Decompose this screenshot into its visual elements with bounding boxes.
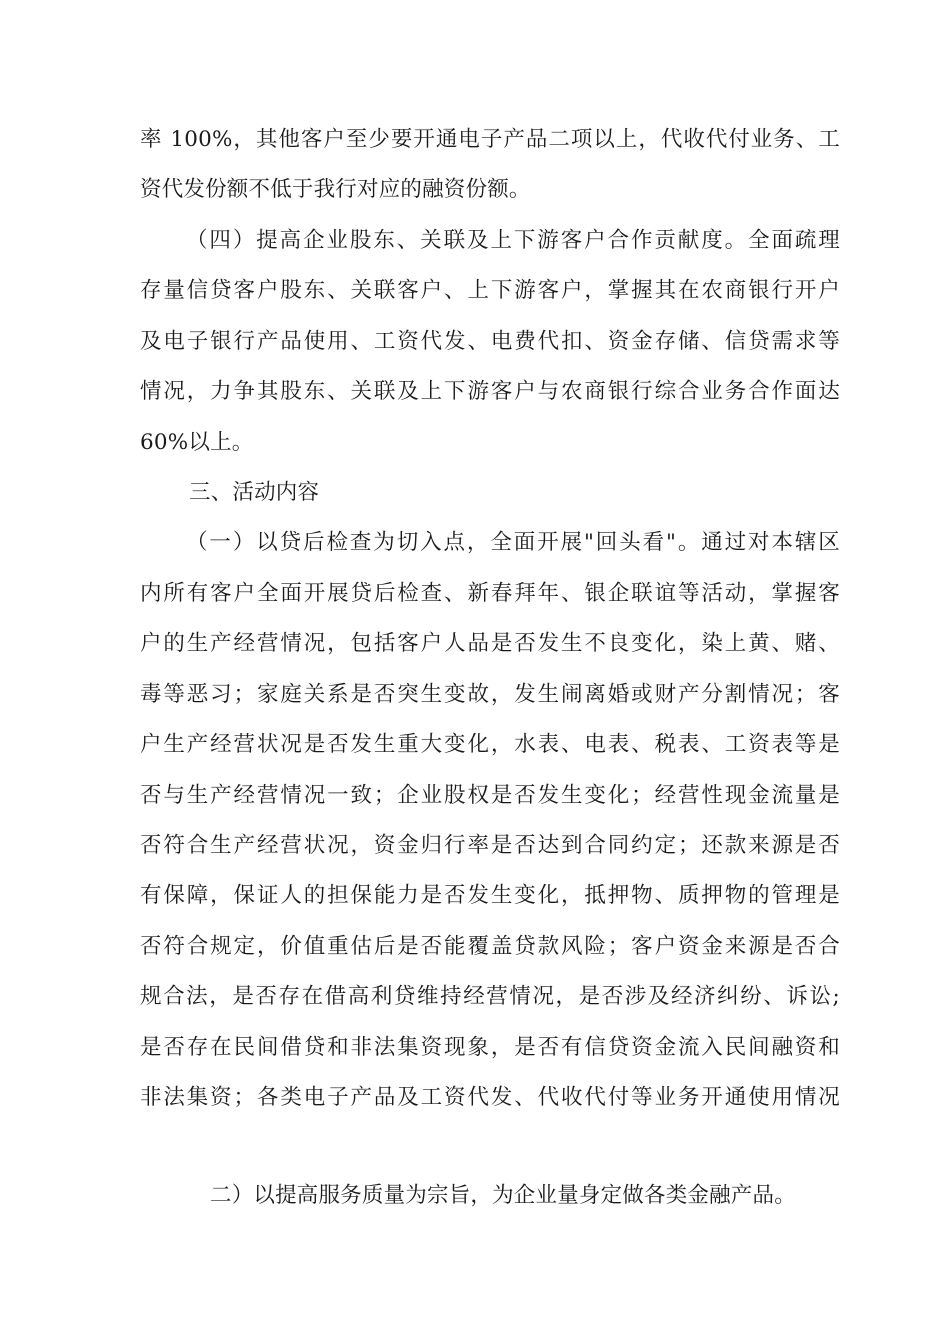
text-line: 及电子银行产品使用、工资代发、电费代扣、资金存储、信贷需求等 — [140, 329, 840, 354]
text-line: 资代发份额不低于我行对应的融资份额。 — [140, 177, 531, 202]
text-line: 60%以上。 — [140, 430, 254, 455]
text-line: 是否存在民间借贷和非法集资现象，是否有信贷资金流入民间融资和 — [140, 1035, 840, 1060]
text-line: 内所有客户全面开展贷后检查、新春拜年、银企联谊等活动，掌握客 — [140, 581, 840, 606]
text-line: 规合法，是否存在借高利贷维持经营情况，是否涉及经济纠纷、诉讼; — [140, 984, 840, 1009]
text-line: 户的生产经营情况，包括客户人品是否发生不良变化，染上黄、赌、 — [140, 631, 840, 656]
section-heading: 三、活动内容 — [189, 480, 320, 505]
text-line: （一）以贷后检查为切入点，全面开展"回头看"。通过对本辖区 — [186, 530, 840, 555]
text-line: 户生产经营状况是否发生重大变化，水表、电表、税表、工资表等是 — [140, 732, 840, 757]
text-line: （四）提高企业股东、关联及上下游客户合作贡献度。全面疏理 — [186, 228, 840, 253]
text-line: 情况，力争其股东、关联及上下游客户与农商银行综合业务合作面达 — [140, 379, 840, 404]
text-line: 率 100%，其他客户至少要开通电子产品二项以上，代收代付业务、工 — [140, 127, 840, 152]
text-line: 非法集资；各类电子产品及工资代发、代收代付等业务开通使用情况 — [140, 1085, 840, 1110]
text-line: 否符合生产经营状况，资金归行率是否达到合同约定；还款来源是否 — [140, 833, 840, 858]
text-line: 否符合规定，价值重估后是否能覆盖贷款风险；客户资金来源是否合 — [140, 934, 840, 959]
text-line: 存量信贷客户股东、关联客户、上下游客户，掌握其在农商银行开户 — [140, 278, 840, 303]
text-line: 有保障，保证人的担保能力是否发生变化，抵押物、质押物的管理是 — [140, 883, 840, 908]
text-line: 否与生产经营情况一致；企业股权是否发生变化；经营性现金流量是 — [140, 783, 840, 808]
text-line: 毒等恶习；家庭关系是否突生变故，发生闹离婚或财产分割情况；客 — [140, 682, 840, 707]
text-line: 二）以提高服务质量为宗旨，为企业量身定做各类金融产品。 — [210, 1183, 796, 1208]
